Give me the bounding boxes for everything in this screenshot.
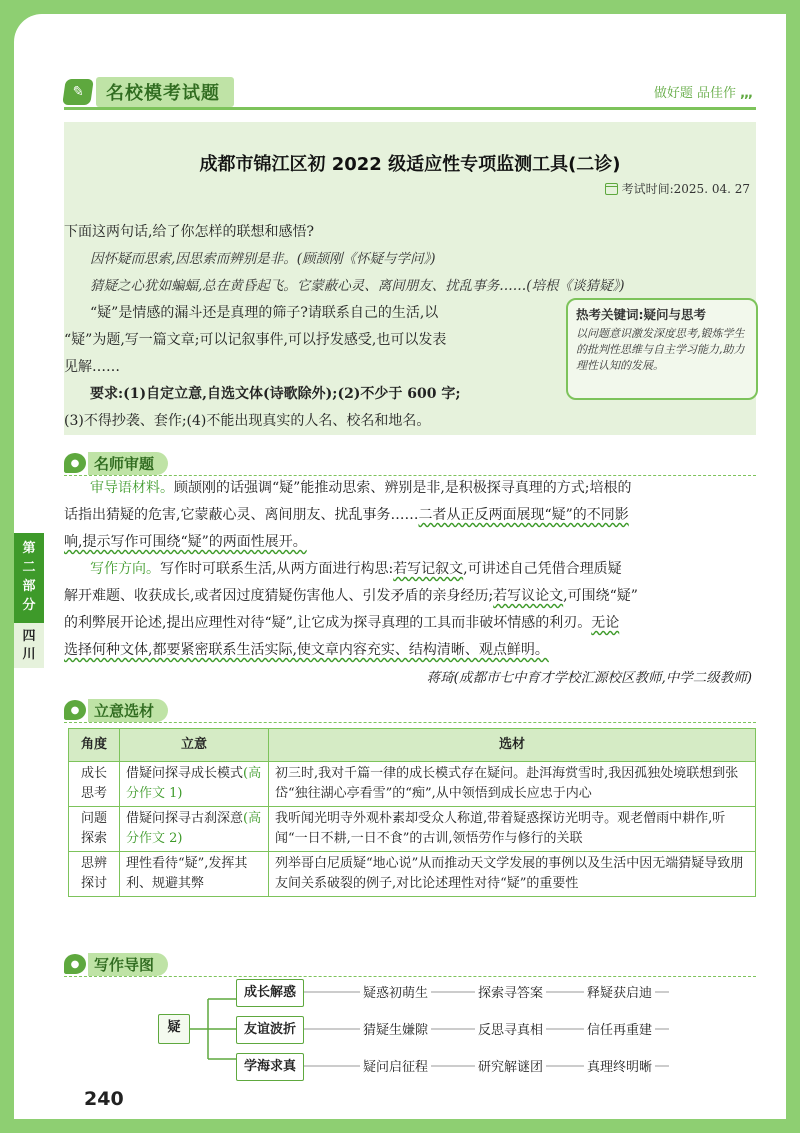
table-cell-idea: 理性看待“疑”,发挥其利、规避其弊 bbox=[120, 852, 269, 897]
mindmap-root: 疑 bbox=[158, 1014, 190, 1044]
review-icon: ● bbox=[64, 453, 86, 473]
mindmap-branch: 成长解惑 bbox=[236, 979, 304, 1007]
prompt-body-2: “疑”为题,写一篇文章;可以记叙事件,可以抒发感受,也可以发表 bbox=[64, 332, 447, 348]
header-divider bbox=[64, 107, 756, 110]
page bbox=[14, 14, 786, 1119]
review-divider bbox=[64, 475, 756, 476]
mindmap-branch: 学海求真 bbox=[236, 1053, 304, 1081]
prompt-req-2: (3)不得抄袭、套作;(4)不能出现真实的人名、校名和地名。 bbox=[64, 413, 431, 429]
mindmap-step: 真理终明晰 bbox=[584, 1056, 655, 1075]
prompt-req-1: 要求:(1)自定立意,自选文体(诗歌除外);(2)不少于 600 字; bbox=[90, 386, 461, 402]
exam-time: 考试时间:2025. 04. 27 bbox=[605, 180, 750, 197]
prompt-lead: 下面这两句话,给了你怎样的联想和感悟? bbox=[64, 224, 314, 240]
exam-title: 成都市锦江区初 2022 级适应性专项监测工具(二诊) bbox=[199, 154, 621, 175]
review-p1-line3: 响,提示写作可围绕“疑”的两面性展开。 bbox=[64, 534, 307, 550]
mindmap-step: 反思寻真相 bbox=[475, 1019, 546, 1038]
hot-keyword-title: 热考关键词:疑问与思考 bbox=[576, 307, 706, 322]
review-p2-line2: 解开难题、收获成长,或者因过度猜疑伤害他人、引发矛盾的亲身经历;若写议论文,可围绕“疑” bbox=[64, 588, 638, 604]
mindmap-step: 疑惑初萌生 bbox=[360, 982, 431, 1001]
review-p2-line3: 的利弊展开论述,提出应理性对待“疑”,让它成为探寻真理的工具而非破坏情感的利刃。无论 bbox=[64, 615, 620, 631]
exam-header bbox=[64, 122, 756, 207]
prompt-body-3: 见解…… bbox=[64, 359, 120, 375]
hot-keyword-text: 以问题意识激发深度思考,锻炼学生的批判性思维与自主学习能力,助力理性认知的发展。 bbox=[576, 327, 745, 372]
table-header-angle: 角度 bbox=[69, 729, 120, 762]
side-part-label: 第 二 部 分 bbox=[14, 533, 44, 623]
table-row bbox=[69, 852, 756, 897]
prompt-quote-2: 猜疑之心犹如蝙蝠,总在黄昏起飞。它蒙蔽心灵、离间朋友、扰乱事务……(培根《谈猜疑》) bbox=[90, 278, 625, 294]
review-p1-line2: 话指出猜疑的危害,它蒙蔽心灵、离间朋友、扰乱事务……二者从正反两面展现“疑”的不同影 bbox=[64, 507, 629, 523]
mindmap-step: 信任再重建 bbox=[584, 1019, 655, 1038]
mindmap-step: 猜疑生嫌隙 bbox=[360, 1019, 431, 1038]
prompt-body-1: “疑”是情感的漏斗还是真理的筛子?请联系自己的生活,以 bbox=[90, 305, 439, 321]
table-header-row bbox=[69, 729, 756, 762]
topics-table bbox=[68, 728, 756, 897]
table-cell-material: 我听闻光明寺外观朴素却受众人称道,带着疑惑探访光明寺。观老僧雨中耕作,听闻“一日不耕,一日不食”的古训,领悟劳作与修行的关联 bbox=[269, 807, 756, 852]
prompt-quote-1: 因怀疑而思索,因思索而辨别是非。(顾颉刚《怀疑与学问》) bbox=[90, 251, 436, 267]
section-title: 名校模考试题 bbox=[96, 77, 234, 107]
table-cell-angle: 成长 思考 bbox=[69, 762, 120, 807]
hot-keyword-box bbox=[566, 298, 758, 400]
calendar-icon bbox=[605, 183, 618, 195]
table-cell-material: 列举哥白尼质疑“地心说”从而推动天文学发展的事例以及生活中因无端猜疑导致朋友间关系破裂的例子,对比论述理性对待“疑”的重要性 bbox=[269, 852, 756, 897]
review-p1-line1: 审导语材料。顾颉刚的话强调“疑”能推动思索、辨别是非,是积极探寻真理的方式;培根的 bbox=[90, 480, 632, 496]
table-cell-angle: 思辨 探讨 bbox=[69, 852, 120, 897]
side-tab bbox=[14, 533, 44, 668]
page-number: 240 bbox=[84, 1088, 124, 1110]
mindmap-icon: ● bbox=[64, 954, 86, 974]
mindmap-step: 探索寻答案 bbox=[475, 982, 546, 1001]
pen-icon: ✎ bbox=[62, 79, 94, 105]
review-signer: 蒋琦(成都市七中育才学校汇源校区教师,中学二级教师) bbox=[426, 670, 752, 686]
mindmap-step: 释疑获启迪 bbox=[584, 982, 655, 1001]
topics-divider bbox=[64, 722, 756, 723]
mindmap-heading: ● 写作导图 bbox=[64, 952, 168, 976]
table-row bbox=[69, 762, 756, 807]
table-row bbox=[69, 807, 756, 852]
side-region-label: 四 川 bbox=[22, 629, 36, 662]
mindmap-branch: 友谊波折 bbox=[236, 1016, 304, 1044]
topics-heading: ● 立意选材 bbox=[64, 698, 168, 722]
slogan: 做好题 品佳作 ,,, bbox=[653, 86, 752, 101]
section-header bbox=[64, 78, 234, 106]
table-header-idea: 立意 bbox=[120, 729, 269, 762]
mindmap-step: 疑问启征程 bbox=[360, 1056, 431, 1075]
mindmap-step: 研究解谜团 bbox=[475, 1056, 546, 1075]
table-cell-idea: 借疑问探寻古刹深意(高分作文 2) bbox=[120, 807, 269, 852]
table-cell-angle: 问题 探索 bbox=[69, 807, 120, 852]
topics-icon: ● bbox=[64, 700, 86, 720]
table-cell-idea: 借疑问探寻成长模式(高分作文 1) bbox=[120, 762, 269, 807]
review-p2-line4: 选择何种文体,都要紧密联系生活实际,使文章内容充实、结构清晰、观点鲜明。 bbox=[64, 642, 549, 658]
table-header-material: 选材 bbox=[269, 729, 756, 762]
review-heading: ● 名师审题 bbox=[64, 451, 168, 475]
review-p2-line1: 写作方向。写作时可联系生活,从两方面进行构思:若写记叙文,可讲述自己凭借合理质疑 bbox=[90, 561, 622, 577]
table-cell-material: 初三时,我对千篇一律的成长模式存在疑问。赴洱海赏雪时,我因孤独处境联想到张岱“独往湖心亭看雪”的“痴”,从中领悟到成长应忠于内心 bbox=[269, 762, 756, 807]
